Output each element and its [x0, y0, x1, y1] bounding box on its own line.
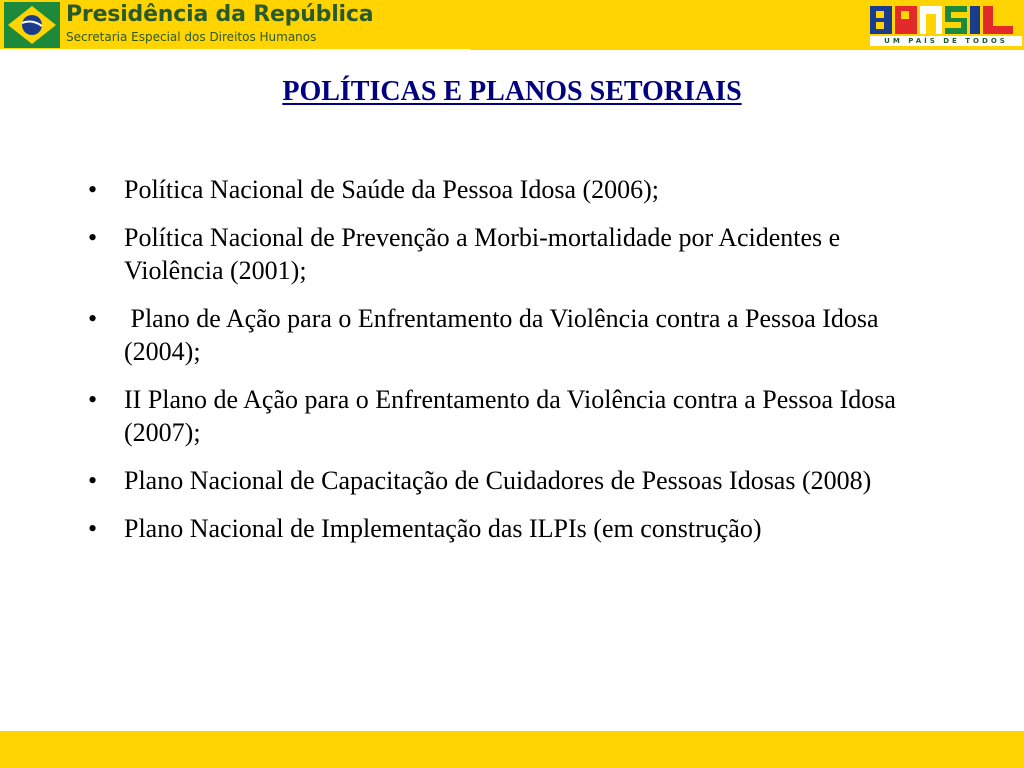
footer-bar: [0, 731, 1024, 768]
bullet-icon: •: [88, 385, 98, 414]
bullet-icon: •: [88, 175, 98, 204]
list-item-text: Política Nacional de Prevenção a Morbi-mortalidade por Acidentes e Violência (2001);: [124, 223, 841, 285]
bullet-icon: •: [88, 514, 98, 543]
brazil-flag-emblem-icon: [4, 2, 60, 48]
policy-list: [84, 173, 944, 560]
list-item: [84, 302, 944, 368]
bullet-icon: •: [88, 304, 98, 333]
list-item: [84, 173, 944, 206]
list-item: [84, 512, 944, 545]
government-subtitle: Secretaria Especial dos Direitos Humanos: [66, 30, 317, 44]
list-item-text: Plano de Ação para o Enfrentamento da Violência contra a Pessoa Idosa (2004);: [124, 304, 886, 366]
brasil-tagline: UM PAÍS DE TODOS: [870, 36, 1022, 46]
header-divider: [0, 49, 470, 51]
government-title: Presidência da República: [66, 2, 374, 27]
list-item-text: II Plano de Ação para o Enfrentamento da Violência contra a Pessoa Idosa (2007);: [124, 385, 896, 447]
list-item-text: Plano Nacional de Implementação das ILPIs (em construção): [124, 514, 762, 543]
header-bar: [0, 0, 1024, 50]
list-item-text: Política Nacional de Saúde da Pessoa Idosa (2006);: [124, 175, 660, 204]
slide-title: POLÍTICAS E PLANOS SETORIAIS: [282, 76, 742, 107]
list-item: [84, 464, 944, 497]
bullet-icon: •: [88, 466, 98, 495]
list-item: [84, 221, 944, 287]
bullet-icon: •: [88, 223, 98, 252]
list-item-text: Plano Nacional de Capacitação de Cuidadores de Pessoas Idosas (2008): [124, 466, 872, 495]
list-item: [84, 383, 944, 449]
